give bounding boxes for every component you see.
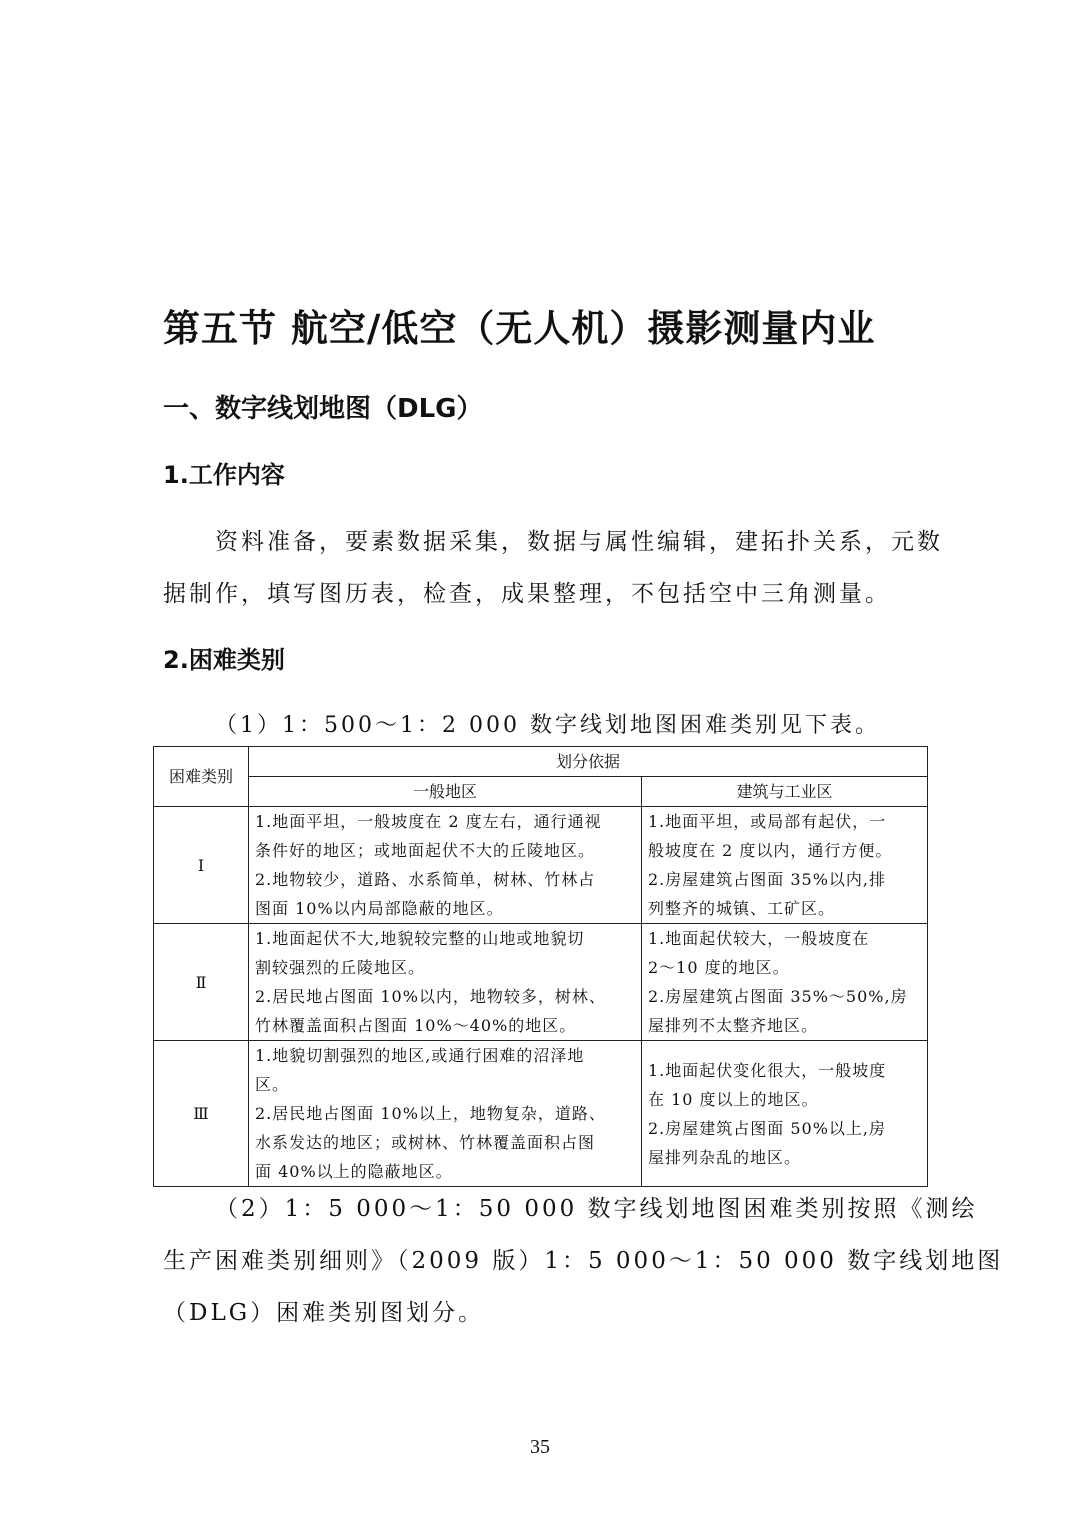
cell-line: 水系发达的地区；或树林、竹林覆盖面积占图	[255, 1133, 596, 1152]
cell-line: 2.房屋建筑占图面 35%～50%,房	[648, 987, 908, 1006]
cell-line: 2.居民地占图面 10%以上，地物复杂，道路、	[255, 1104, 606, 1123]
table-row	[154, 1041, 928, 1187]
header-general-area: 一般地区	[249, 777, 642, 807]
cell-line: 屋排列不太整齐地区。	[648, 1016, 819, 1035]
row-building-text	[642, 807, 928, 924]
table-row	[154, 924, 928, 1041]
cell-line: 1.地面起伏变化很大，一般坡度	[648, 1060, 887, 1080]
header-building-area: 建筑与工业区	[642, 777, 928, 807]
cell-line: 1.地面平坦，或局部有起伏，一	[648, 812, 887, 831]
work-paragraph-line-2: 据制作，填写图历表，检查，成果整理，不包括空中三角测量。	[163, 581, 891, 607]
difficulty-table	[153, 746, 928, 1187]
page-number: 35	[530, 1436, 550, 1458]
cell-line: 2.房屋建筑占图面 35%以内,排	[648, 870, 887, 889]
cell-line: 1.地貌切割强烈的地区,或通行困难的沼泽地	[255, 1046, 585, 1065]
subheading-difficulty: 2.困难类别	[163, 646, 285, 674]
cell-line: 2.房屋建筑占图面 50%以上,房	[648, 1118, 887, 1138]
cell-line: 1.地面平坦，一般坡度在 2 度左右，通行通视	[255, 812, 602, 831]
cell-line: 割较强烈的丘陵地区。	[255, 958, 426, 977]
work-paragraph-line-1: 资料准备，要素数据采集，数据与属性编辑，建拓扑关系，元数	[215, 529, 943, 555]
section-title: 第五节 航空/低空（无人机）摄影测量内业	[163, 307, 876, 350]
cell-line: 1.地面起伏不大,地貌较完整的山地或地貌切	[255, 929, 585, 948]
header-category: 困难类别	[154, 747, 249, 807]
row-building-text	[642, 924, 928, 1041]
table-caption: （1）1：500～1：2 000 数字线划地图困难类别见下表。	[215, 713, 880, 738]
cell-line: 列整齐的城镇、工矿区。	[648, 899, 836, 918]
row-general-text	[249, 807, 642, 924]
cell-line: 般坡度在 2 度以内，通行方便。	[648, 841, 893, 860]
row-general-text	[249, 924, 642, 1041]
cell-line: 2～10 度的地区。	[648, 958, 790, 977]
cell-line: 区。	[255, 1075, 290, 1094]
cell-line: 在 10 度以上的地区。	[648, 1089, 819, 1109]
paragraph-2-line-1: （2）1：5 000～1：50 000 数字线划地图困难类别按照《测绘	[215, 1196, 978, 1222]
cell-line: 图面 10%以内局部隐蔽的地区。	[255, 899, 504, 918]
paragraph-2-line-2: 生产困难类别细则》（2009 版）1：5 000～1：50 000 数字线划地图	[163, 1248, 1004, 1274]
cell-line: 屋排列杂乱的地区。	[648, 1147, 802, 1167]
cell-line: 竹林覆盖面积占图面 10%～40%的地区。	[255, 1016, 577, 1035]
cell-line: 条件好的地区；或地面起伏不大的丘陵地区。	[255, 841, 596, 860]
row-category: Ⅰ	[154, 807, 249, 924]
row-general-text	[249, 1041, 642, 1187]
table-row	[154, 807, 928, 924]
cell-line: 2.地物较少，道路、水系简单，树林、竹林占	[255, 870, 596, 889]
cell-line: 面 40%以上的隐蔽地区。	[255, 1162, 453, 1181]
row-category: Ⅲ	[154, 1041, 249, 1187]
paragraph-2-line-3: （DLG）困难类别图划分。	[163, 1300, 485, 1326]
subheading-work-content: 1.工作内容	[163, 461, 285, 489]
heading-dlg: 一、数字线划地图（DLG）	[163, 394, 483, 424]
cell-line: 2.居民地占图面 10%以内，地物较多，树林、	[255, 987, 606, 1006]
cell-line: 1.地面起伏较大，一般坡度在	[648, 929, 870, 948]
header-basis: 划分依据	[249, 747, 928, 777]
row-building-text	[642, 1041, 928, 1187]
row-category: Ⅱ	[154, 924, 249, 1041]
